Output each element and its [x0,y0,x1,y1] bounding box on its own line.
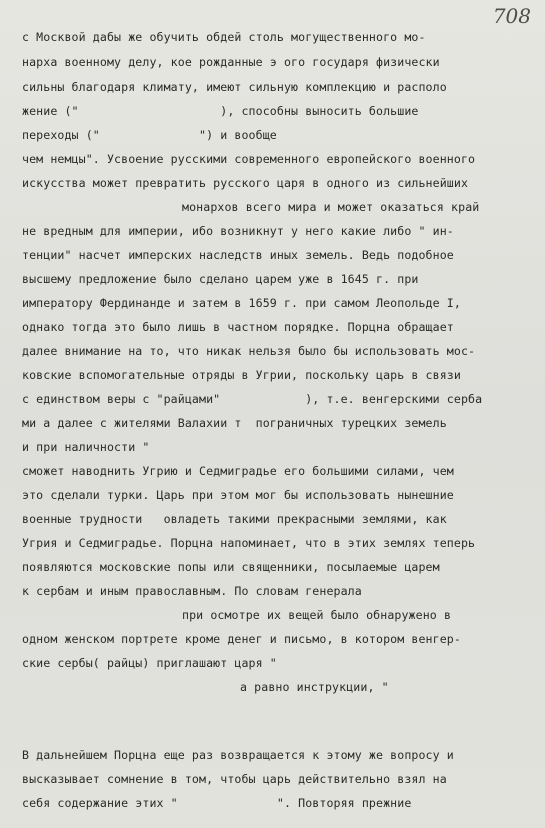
text-line: сможет наводнить Угрию и Седмиградье его большими силами, чем [22,464,454,478]
text-line: военные трудности овладеть такими прекрасными землями, как [22,512,447,526]
text-line: высшему предложение было сделано царем уже в 1645 г. при [22,272,419,286]
text-line: себя содержание этих " ". Повторяя прежние [22,796,412,810]
text-line: высказывает сомнение в том, чтобы царь действительно взял на [22,772,447,786]
text-line: ские сербы( райцы) приглашают царя " [22,656,277,670]
text-line: с единством веры с "райцами" ), т.е. венгерскими серба [22,392,483,406]
text-line: и при наличности " [22,440,150,454]
text-line: однако тогда это было лишь в частном порядке. Порцна обращает [22,320,454,334]
text-line: переходы (" ") и вообще [22,128,277,142]
text-line: а равно инструкции, " [240,680,389,694]
text-line: монархов всего мира и может оказаться край [182,200,480,214]
text-line: жение (" ), способны выносить большие [22,104,419,118]
text-line: при осмотре их вещей было обнаружено в [182,608,452,622]
text-line: императору Фердинанде и затем в 1659 г. при самом Леопольде I, [22,296,461,310]
text-line: одном женском портрете кроме денег и письмо, в котором венгер- [22,632,461,646]
text-line: тенции" насчет имперских наследств иных земель. Ведь подобное [22,248,454,262]
text-line: искусства может превратить русского царя в одного из сильнейших [22,176,469,190]
text-line: к сербам и иным православным. По словам генерала [22,584,362,598]
text-line: чем немцы". Усвоение русскими современного европейского военного [22,152,476,166]
text-line: В дальнейшем Порцна еще раз возвращается к этому же вопросу и [22,748,454,762]
text-line: далее внимание на то, что никак нельзя было бы использовать мос- [22,344,476,358]
text-line: не вредным для империи, ибо возникнут у него какие либо " ин- [22,224,454,238]
text-line: ковские вспомогательные отряды в Угрии, поскольку царь в связи [22,368,461,382]
page-number: 708 [492,4,531,28]
text-line: Угрия и Седмиградье. Порцна напоминает, что в этих землях теперь [22,536,476,550]
text-line: с Москвой дабы же обучить обдей столь могущественного мо- [22,30,426,44]
text-line: это сделали турки. Царь при этом мог бы использовать нынешние [22,488,454,502]
text-line: сильны благодаря климату, имеют сильную комплекцию и располо [22,80,447,94]
text-line: ми а далее с жителями Валахии т пограничных турецких земель [22,416,447,430]
text-line: появляются московские попы или священники, посылаемые царем [22,560,440,574]
text-line: нарха военному делу, кое рожданные э ого государя физически [22,55,440,69]
